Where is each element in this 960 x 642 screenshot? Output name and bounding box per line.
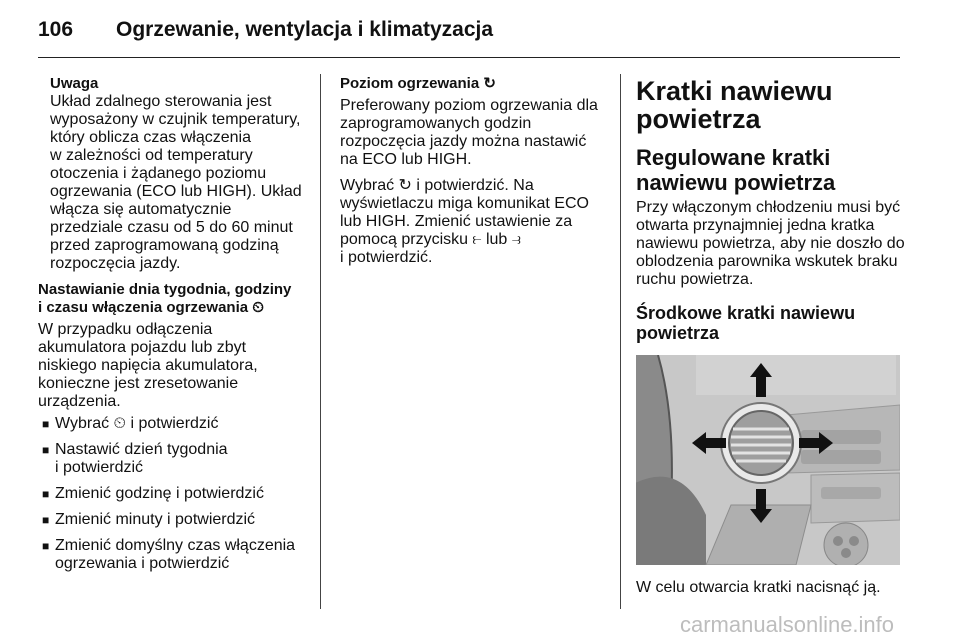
section-heading-vents: Regulowane kratki nawiewu powietrza bbox=[636, 145, 836, 195]
bullet-icon: ■ bbox=[42, 513, 50, 527]
watermark: carmanualsonline.info bbox=[680, 612, 895, 637]
figure-caption: W celu otwarcia kratki nacisnąć ją. bbox=[636, 579, 881, 596]
list-item: ■ Zmienić domyślny czas włączenia ogrzewania i potwierdzić bbox=[42, 537, 296, 572]
vent-diagram bbox=[636, 355, 900, 565]
paragraph-vents: Przy włączonym chłodzeniu musi być otwarta przynajmniej jedna kratka nawiewu powietrza, aby nie doszło do oblodzenia parownika wskutek braku ruchu powietrza. bbox=[636, 199, 905, 288]
column-divider-2 bbox=[620, 74, 621, 609]
column-left bbox=[38, 75, 308, 581]
paragraph-preferred-level: Preferowany poziom ogrzewania dla zaprogramowanych godzin rozpoczęcia jazdy można nastawić na ECO lub HIGH. bbox=[340, 97, 598, 168]
column-middle bbox=[340, 75, 610, 267]
list-item: ■ Zmienić godzinę i potwierdzić bbox=[42, 485, 264, 502]
note-title: Uwaga bbox=[50, 75, 99, 92]
bullet-icon: ■ bbox=[42, 443, 50, 457]
vent-dial-icon bbox=[721, 403, 801, 483]
section-heading-timer: Nastawianie dnia tygodnia, godziny i czasu włączenia ogrzewania ⏲ bbox=[38, 281, 292, 316]
column-right bbox=[636, 75, 906, 597]
paragraph-battery: W przypadku odłączenia akumulatora pojazdu lub zbyt niskiego napięcia akumulatora, konieczne jest zresetowanie urządzenia. bbox=[38, 321, 258, 410]
chapter-heading: Kratki nawiewu powietrza bbox=[636, 76, 833, 134]
list-item: ■ Nastawić dzień tygodnia i potwierdzić bbox=[42, 441, 228, 476]
bullet-icon: ■ bbox=[42, 487, 50, 501]
page-number: 106 bbox=[38, 18, 74, 41]
list-item: ■ Wybrać ⏲ i potwierdzić bbox=[42, 415, 219, 432]
note-box bbox=[38, 75, 308, 273]
section-heading-heating-level: Poziom ogrzewania ↻ bbox=[340, 75, 496, 92]
bullet-icon: ■ bbox=[42, 417, 50, 431]
steps-list bbox=[38, 415, 308, 573]
paragraph-select-level: Wybrać ↻ i potwierdzić. Na wyświetlaczu miga komunikat ECO lub HIGH. Zmienić ustawienie za pomocą przycisku ⥼ lub ⥽ i potwierdzić. bbox=[340, 177, 589, 266]
subsection-heading-center-vents: Środkowe kratki nawiewu powietrza bbox=[636, 303, 856, 343]
center-vent-illustration bbox=[636, 355, 900, 565]
list-item: ■ Zmienić minuty i potwierdzić bbox=[42, 511, 256, 528]
page-title: Ogrzewanie, wentylacja i klimatyzacja bbox=[116, 18, 494, 41]
column-divider-1 bbox=[320, 74, 321, 609]
header-rule bbox=[38, 57, 900, 58]
bullet-icon: ■ bbox=[42, 539, 50, 553]
note-body: Układ zdalnego sterowania jest wyposażony w czujnik temperatury, który oblicza czas włączenia w zależności od temperatury otoczenia i żądanego poziomu ogrzewania (ECO lub HIGH). Układ włącza się automatycznie przedziale czasu od 5 do 60 minut przed zaprogramowaną godziną rozpoczęcia jazdy. bbox=[50, 93, 302, 272]
